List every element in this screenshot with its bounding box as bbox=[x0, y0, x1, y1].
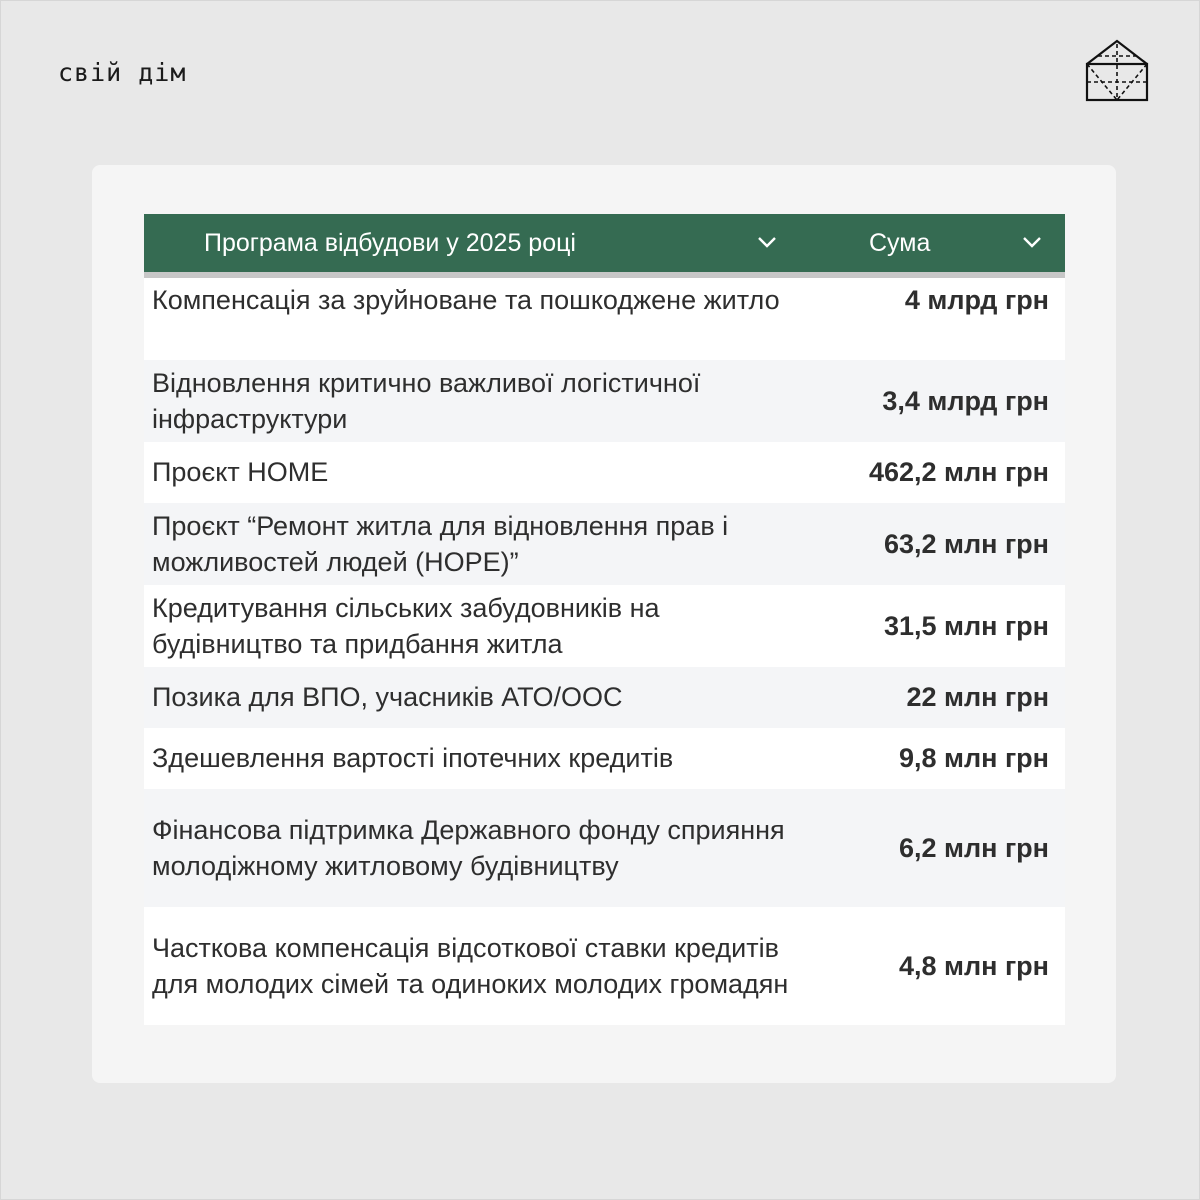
table-row bbox=[144, 278, 1065, 360]
table-row bbox=[144, 789, 1065, 907]
program-sum: 63,2 млн грн bbox=[883, 528, 1049, 559]
table-row bbox=[144, 503, 1065, 585]
table-row bbox=[144, 360, 1065, 442]
table-header bbox=[144, 214, 1065, 278]
program-name: Часткова компенсація відсоткової ставки кредитів для молодих сімей та одиноких молодих громадян bbox=[152, 932, 789, 999]
brand-name: свій дім bbox=[58, 58, 187, 87]
program-sum: 31,5 млн грн bbox=[883, 610, 1049, 641]
table-row bbox=[144, 585, 1065, 667]
program-name: Кредитування сільських забудовників на будівництво та придбання житла bbox=[152, 592, 660, 659]
program-name: Проєкт HOME bbox=[152, 457, 329, 488]
program-name: Здешевлення вартості іпотечних кредитів bbox=[152, 743, 674, 774]
program-name: Проєкт “Ремонт житла для відновлення прав і можливостей людей (HOPE)” bbox=[152, 510, 729, 577]
house-logo-icon bbox=[1084, 38, 1150, 104]
program-name: Відновлення критично важливої логістичної інфраструктури bbox=[152, 367, 701, 434]
program-sum: 4,8 млн грн bbox=[898, 950, 1049, 981]
program-name: Позика для ВПО, учасників АТО/ООС bbox=[152, 682, 623, 713]
program-name: Компенсація за зруйноване та пошкоджене житло bbox=[152, 285, 780, 315]
table-row bbox=[144, 728, 1065, 789]
program-sum: 6,2 млн грн bbox=[898, 832, 1049, 863]
program-sum: 4 млрд грн bbox=[904, 285, 1049, 315]
column-header-program[interactable]: Програма відбудови у 2025 році bbox=[204, 229, 576, 257]
program-sum: 9,8 млн грн bbox=[898, 743, 1049, 773]
table-row bbox=[144, 442, 1065, 503]
reconstruction-table bbox=[144, 214, 1065, 1025]
program-sum: 22 млн грн bbox=[906, 682, 1049, 712]
chevron-down-icon[interactable] bbox=[1021, 234, 1043, 250]
chevron-down-icon[interactable] bbox=[756, 234, 778, 250]
column-header-sum[interactable]: Сума bbox=[869, 229, 931, 257]
table-row bbox=[144, 667, 1065, 728]
program-sum: 3,4 млрд грн bbox=[882, 385, 1049, 416]
program-sum: 462,2 млн грн bbox=[868, 457, 1049, 487]
table-row bbox=[144, 907, 1065, 1025]
program-name: Фінансова підтримка Державного фонду сприяння молодіжному житловому будівництву bbox=[152, 814, 785, 881]
